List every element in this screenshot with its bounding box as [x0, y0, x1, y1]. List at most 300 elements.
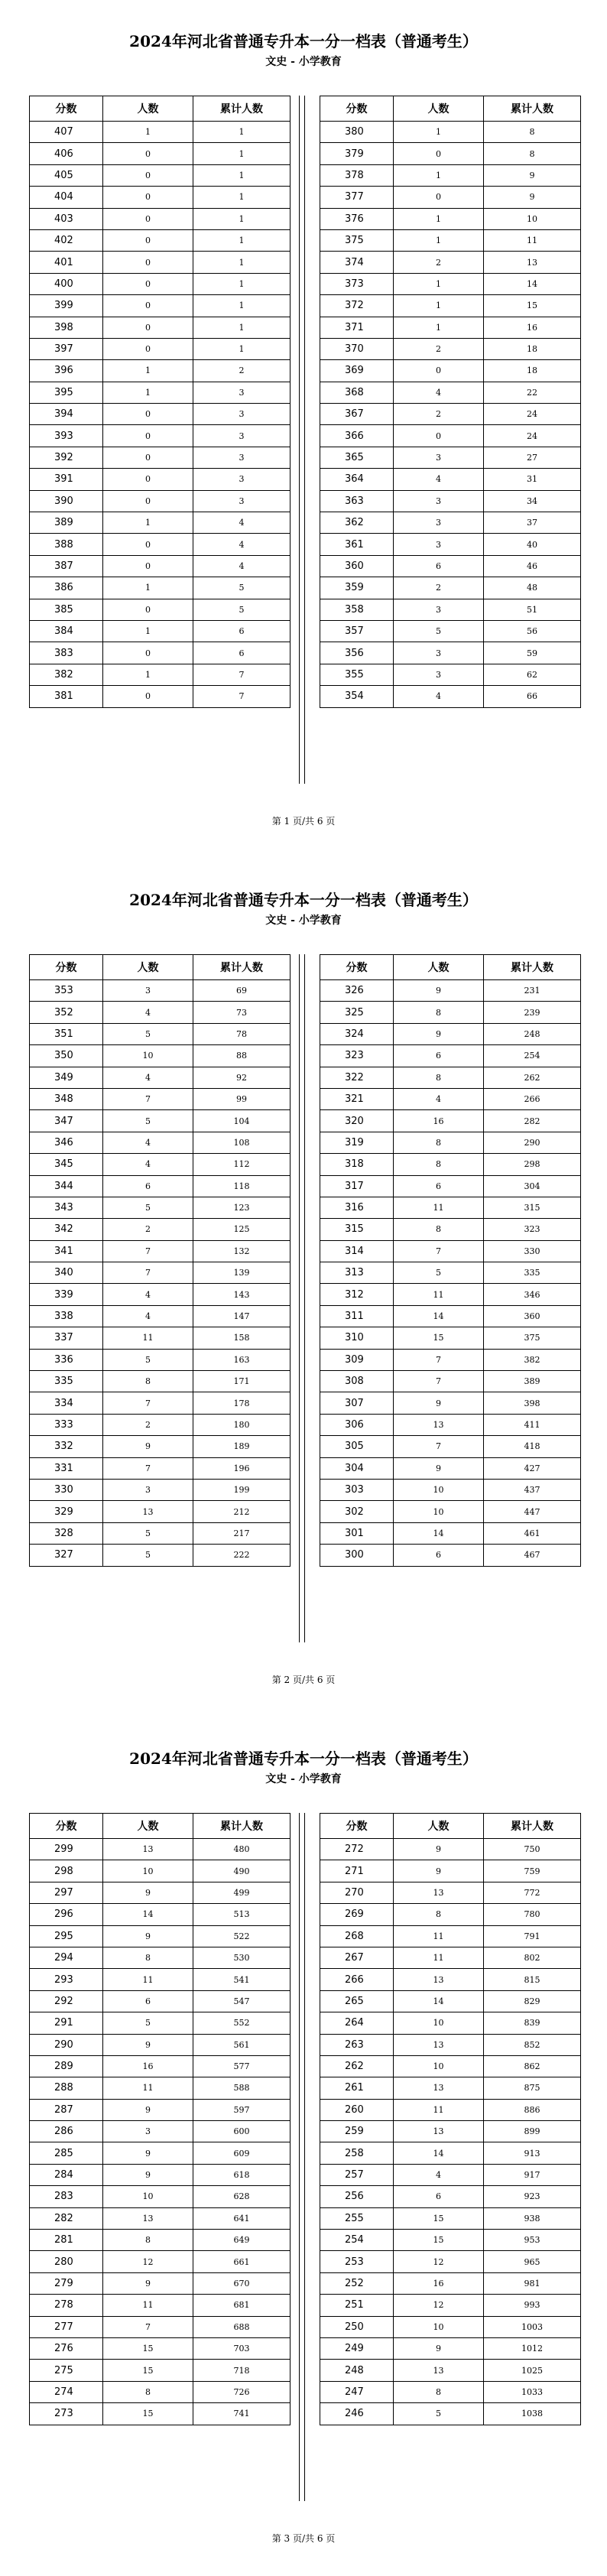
table-row — [30, 686, 291, 707]
cell-count: 1 — [103, 382, 193, 403]
table-row — [320, 122, 581, 143]
cell-count: 0 — [103, 252, 193, 273]
cell-count: 9 — [103, 2142, 193, 2164]
cell-cumulative: 917 — [484, 2164, 581, 2185]
table-row — [30, 1969, 291, 1990]
page-1 — [0, 0, 607, 859]
table-row — [30, 2316, 291, 2337]
cell-score: 302 — [320, 1501, 394, 1522]
cell-cumulative: 490 — [193, 1860, 291, 1882]
cell-cumulative: 335 — [484, 1262, 581, 1284]
cell-count: 6 — [103, 1175, 193, 1197]
cell-score: 283 — [30, 2186, 103, 2207]
cell-count: 13 — [103, 1839, 193, 1860]
table-row — [320, 2012, 581, 2034]
cell-cumulative: 123 — [193, 1197, 291, 1218]
cell-score: 341 — [30, 1240, 103, 1262]
cell-count: 3 — [394, 490, 484, 512]
table-row — [30, 512, 291, 534]
cell-count: 1 — [103, 360, 193, 382]
cell-cumulative: 382 — [484, 1349, 581, 1370]
cell-score: 301 — [320, 1522, 394, 1544]
cell-score: 407 — [30, 122, 103, 143]
cell-score: 387 — [30, 555, 103, 577]
header-score: 分数 — [30, 955, 103, 980]
cell-count: 4 — [103, 1305, 193, 1327]
cell-score: 282 — [30, 2207, 103, 2229]
cell-cumulative: 1 — [193, 229, 291, 251]
cell-score: 344 — [30, 1175, 103, 1197]
cell-count: 10 — [103, 1860, 193, 1882]
cell-count: 7 — [103, 1262, 193, 1284]
cell-cumulative: 993 — [484, 2295, 581, 2316]
cell-cumulative: 360 — [484, 1305, 581, 1327]
cell-score: 378 — [320, 164, 394, 186]
table-row — [30, 1262, 291, 1284]
cell-score: 285 — [30, 2142, 103, 2164]
cell-count: 6 — [394, 555, 484, 577]
cell-score: 292 — [30, 1990, 103, 2012]
cell-score: 346 — [30, 1132, 103, 1153]
cell-score: 333 — [30, 1414, 103, 1435]
cell-count: 7 — [103, 2316, 193, 2337]
cell-score: 391 — [30, 469, 103, 490]
header-score: 分数 — [30, 1814, 103, 1839]
table-row — [30, 1327, 291, 1349]
table-row — [30, 2381, 291, 2402]
cell-cumulative: 588 — [193, 2077, 291, 2099]
cell-cumulative: 189 — [193, 1436, 291, 1457]
cell-score: 312 — [320, 1284, 394, 1305]
cell-score: 321 — [320, 1088, 394, 1109]
cell-score: 366 — [320, 425, 394, 447]
cell-cumulative: 953 — [484, 2230, 581, 2251]
score-table-right — [320, 954, 581, 1567]
cell-score: 403 — [30, 208, 103, 229]
cell-cumulative: 282 — [484, 1110, 581, 1132]
table-row — [320, 1002, 581, 1023]
table-row — [30, 1002, 291, 1023]
cell-score: 381 — [30, 686, 103, 707]
cell-score: 368 — [320, 382, 394, 403]
table-row — [320, 980, 581, 1002]
table-row — [30, 555, 291, 577]
cell-count: 5 — [103, 2012, 193, 2034]
table-row — [320, 2230, 581, 2251]
cell-cumulative: 1 — [193, 208, 291, 229]
cell-score: 286 — [30, 2121, 103, 2142]
table-row — [320, 295, 581, 317]
table-row — [30, 2295, 291, 2316]
table-row — [30, 1436, 291, 1457]
cell-cumulative: 389 — [484, 1371, 581, 1392]
cell-score: 281 — [30, 2230, 103, 2251]
table-row — [30, 1175, 291, 1197]
table-row — [30, 360, 291, 382]
cell-score: 313 — [320, 1262, 394, 1284]
table-row — [320, 1545, 581, 1566]
cell-cumulative: 530 — [193, 1947, 291, 1968]
cell-score: 355 — [320, 664, 394, 685]
header-count: 人数 — [394, 1814, 484, 1839]
table-row — [30, 1501, 291, 1522]
cell-cumulative: 913 — [484, 2142, 581, 2164]
table-row — [30, 620, 291, 642]
header-row — [30, 96, 291, 122]
cell-cumulative: 815 — [484, 1969, 581, 1990]
cell-count: 7 — [103, 1457, 193, 1479]
table-row — [30, 1545, 291, 1566]
cell-score: 295 — [30, 1925, 103, 1947]
cell-score: 307 — [320, 1392, 394, 1414]
cell-count: 10 — [394, 1479, 484, 1500]
cell-score: 266 — [320, 1969, 394, 1990]
cell-count: 12 — [394, 2295, 484, 2316]
cell-count: 3 — [394, 664, 484, 685]
cell-score: 306 — [320, 1414, 394, 1435]
cell-score: 290 — [30, 2034, 103, 2055]
cell-cumulative: 66 — [484, 686, 581, 707]
cell-count: 0 — [103, 208, 193, 229]
cell-count: 6 — [103, 1990, 193, 2012]
table-row — [30, 143, 291, 164]
table-row — [320, 2207, 581, 2229]
cell-count: 0 — [103, 469, 193, 490]
table-row — [320, 447, 581, 468]
cell-count: 9 — [103, 1436, 193, 1457]
cell-count: 4 — [394, 382, 484, 403]
cell-cumulative: 248 — [484, 1023, 581, 1044]
table-row — [30, 447, 291, 468]
cell-cumulative: 1003 — [484, 2316, 581, 2337]
table-row — [320, 2251, 581, 2272]
cell-count: 5 — [103, 1349, 193, 1370]
page-title: 2024年河北省普通专升本一分一档表（普通考生） — [129, 891, 478, 909]
cell-score: 351 — [30, 1023, 103, 1044]
cell-count: 11 — [394, 1947, 484, 1968]
cell-score: 317 — [320, 1175, 394, 1197]
cell-cumulative: 78 — [193, 1023, 291, 1044]
cell-cumulative: 938 — [484, 2207, 581, 2229]
cell-count: 7 — [103, 1088, 193, 1109]
cell-count: 14 — [394, 2142, 484, 2164]
cell-cumulative: 1 — [193, 273, 291, 294]
cell-count: 1 — [103, 620, 193, 642]
cell-cumulative: 69 — [193, 980, 291, 1002]
cell-score: 339 — [30, 1284, 103, 1305]
cell-score: 328 — [30, 1522, 103, 1544]
header-count: 人数 — [103, 955, 193, 980]
cell-cumulative: 34 — [484, 490, 581, 512]
cell-cumulative: 852 — [484, 2034, 581, 2055]
cell-cumulative: 14 — [484, 273, 581, 294]
cell-score: 272 — [320, 1839, 394, 1860]
cell-cumulative: 703 — [193, 2337, 291, 2359]
table-row — [30, 1457, 291, 1479]
table-row — [320, 2337, 581, 2359]
cell-score: 380 — [320, 122, 394, 143]
cell-count: 5 — [103, 1197, 193, 1218]
table-row — [30, 1197, 291, 1218]
cell-cumulative: 40 — [484, 534, 581, 555]
cell-score: 271 — [320, 1860, 394, 1882]
table-row — [320, 2186, 581, 2207]
cell-cumulative: 561 — [193, 2034, 291, 2055]
cell-score: 253 — [320, 2251, 394, 2272]
table-row — [320, 2121, 581, 2142]
cell-cumulative: 4 — [193, 512, 291, 534]
cell-count: 8 — [103, 1371, 193, 1392]
cell-cumulative: 375 — [484, 1327, 581, 1349]
cell-cumulative: 59 — [484, 642, 581, 664]
cell-score: 309 — [320, 1349, 394, 1370]
cell-count: 0 — [103, 555, 193, 577]
cell-cumulative: 759 — [484, 1860, 581, 1882]
cell-cumulative: 8 — [484, 122, 581, 143]
cell-score: 250 — [320, 2316, 394, 2337]
cell-score: 365 — [320, 447, 394, 468]
cell-score: 338 — [30, 1305, 103, 1327]
cell-count: 8 — [394, 1154, 484, 1175]
table-row — [30, 2099, 291, 2120]
cell-count: 1 — [394, 273, 484, 294]
cell-cumulative: 4 — [193, 534, 291, 555]
header-cumulative: 累计人数 — [484, 96, 581, 122]
cell-count: 8 — [394, 1067, 484, 1088]
table-row — [320, 2099, 581, 2120]
cell-score: 252 — [320, 2272, 394, 2294]
table-row — [320, 2381, 581, 2402]
cell-count: 2 — [394, 338, 484, 359]
cell-count: 1 — [394, 317, 484, 338]
cell-cumulative: 875 — [484, 2077, 581, 2099]
cell-count: 3 — [103, 2121, 193, 2142]
cell-count: 8 — [103, 2381, 193, 2402]
table-row — [30, 2337, 291, 2359]
table-row — [320, 1904, 581, 1925]
cell-cumulative: 37 — [484, 512, 581, 534]
table-row — [320, 2034, 581, 2055]
table-row — [30, 1839, 291, 1860]
cell-score: 284 — [30, 2164, 103, 2185]
table-header — [30, 1814, 291, 1839]
cell-score: 287 — [30, 2099, 103, 2120]
cell-score: 363 — [320, 490, 394, 512]
table-row — [320, 1132, 581, 1153]
cell-score: 369 — [320, 360, 394, 382]
cell-count: 4 — [394, 2164, 484, 2185]
cell-count: 0 — [103, 229, 193, 251]
cell-cumulative: 88 — [193, 1045, 291, 1067]
table-row — [320, 664, 581, 685]
cell-count: 2 — [103, 1219, 193, 1240]
cell-count: 0 — [103, 534, 193, 555]
cell-count: 13 — [103, 1501, 193, 1522]
cell-count: 8 — [394, 1132, 484, 1153]
cell-score: 335 — [30, 1371, 103, 1392]
cell-cumulative: 217 — [193, 1522, 291, 1544]
cell-cumulative: 304 — [484, 1175, 581, 1197]
page-subtitle: 文史 - 小学教育 — [265, 1773, 342, 1785]
table-row — [30, 599, 291, 620]
cell-count: 13 — [103, 2207, 193, 2229]
header-cumulative: 累计人数 — [193, 96, 291, 122]
cell-cumulative: 628 — [193, 2186, 291, 2207]
cell-cumulative: 171 — [193, 1371, 291, 1392]
cell-count: 15 — [103, 2403, 193, 2425]
cell-cumulative: 681 — [193, 2295, 291, 2316]
cell-cumulative: 1 — [193, 252, 291, 273]
table-row — [320, 1110, 581, 1132]
cell-score: 255 — [320, 2207, 394, 2229]
cell-score: 398 — [30, 317, 103, 338]
cell-count: 10 — [394, 2012, 484, 2034]
table-row — [320, 425, 581, 447]
cell-count: 8 — [394, 1904, 484, 1925]
cell-count: 1 — [394, 295, 484, 317]
table-row — [320, 534, 581, 555]
cell-count: 10 — [394, 2316, 484, 2337]
table-row — [30, 1349, 291, 1370]
cell-cumulative: 266 — [484, 1088, 581, 1109]
cell-score: 261 — [320, 2077, 394, 2099]
cell-score: 374 — [320, 252, 394, 273]
cell-score: 393 — [30, 425, 103, 447]
table-row — [30, 1284, 291, 1305]
cell-cumulative: 5 — [193, 599, 291, 620]
table-row — [320, 1349, 581, 1370]
cell-score: 396 — [30, 360, 103, 382]
cell-count: 16 — [103, 2055, 193, 2077]
table-row — [320, 1305, 581, 1327]
header-score: 分数 — [320, 955, 394, 980]
cell-score: 304 — [320, 1457, 394, 1479]
table-header — [30, 96, 291, 122]
cell-score: 392 — [30, 447, 103, 468]
cell-score: 265 — [320, 1990, 394, 2012]
cell-cumulative: 886 — [484, 2099, 581, 2120]
cell-score: 353 — [30, 980, 103, 1002]
cell-cumulative: 791 — [484, 1925, 581, 1947]
cell-score: 397 — [30, 338, 103, 359]
cell-score: 359 — [320, 577, 394, 599]
cell-score: 399 — [30, 295, 103, 317]
table-row — [30, 490, 291, 512]
cell-cumulative: 3 — [193, 447, 291, 468]
page-subtitle: 文史 - 小学教育 — [265, 914, 342, 927]
cell-count: 0 — [103, 686, 193, 707]
header-count: 人数 — [394, 955, 484, 980]
table-row — [30, 2251, 291, 2272]
cell-score: 348 — [30, 1088, 103, 1109]
cell-count: 0 — [103, 164, 193, 186]
header-cumulative: 累计人数 — [484, 1814, 581, 1839]
cell-score: 377 — [320, 187, 394, 208]
table-row — [320, 143, 581, 164]
table-row — [30, 2360, 291, 2381]
cell-score: 254 — [320, 2230, 394, 2251]
cell-cumulative: 772 — [484, 1882, 581, 1903]
table-row — [320, 1284, 581, 1305]
cell-cumulative: 547 — [193, 1990, 291, 2012]
cell-score: 324 — [320, 1023, 394, 1044]
cell-cumulative: 9 — [484, 164, 581, 186]
cell-cumulative: 780 — [484, 1904, 581, 1925]
table-row — [30, 425, 291, 447]
cell-cumulative: 62 — [484, 664, 581, 685]
cell-count: 3 — [103, 1479, 193, 1500]
cell-cumulative: 461 — [484, 1522, 581, 1544]
header-row — [30, 1814, 291, 1839]
cell-score: 314 — [320, 1240, 394, 1262]
cell-score: 318 — [320, 1154, 394, 1175]
cell-cumulative: 437 — [484, 1479, 581, 1500]
cell-cumulative: 24 — [484, 425, 581, 447]
cell-count: 13 — [394, 1882, 484, 1903]
table-row — [30, 1045, 291, 1067]
table-row — [30, 317, 291, 338]
cell-count: 15 — [394, 2207, 484, 2229]
cell-count: 4 — [394, 1088, 484, 1109]
cell-count: 10 — [103, 1045, 193, 1067]
table-row — [30, 1132, 291, 1153]
cell-count: 13 — [394, 2360, 484, 2381]
table-row — [30, 2034, 291, 2055]
cell-score: 248 — [320, 2360, 394, 2381]
cell-cumulative: 641 — [193, 2207, 291, 2229]
cell-cumulative: 981 — [484, 2272, 581, 2294]
cell-cumulative: 323 — [484, 1219, 581, 1240]
cell-cumulative: 10 — [484, 208, 581, 229]
cell-cumulative: 427 — [484, 1457, 581, 1479]
table-body — [320, 980, 581, 1567]
table-row — [320, 2295, 581, 2316]
cell-score: 267 — [320, 1947, 394, 1968]
cell-score: 385 — [30, 599, 103, 620]
cell-score: 394 — [30, 404, 103, 425]
cell-cumulative: 829 — [484, 1990, 581, 2012]
table-row — [320, 1947, 581, 1968]
table-row — [30, 534, 291, 555]
table-row — [30, 229, 291, 251]
cell-score: 384 — [30, 620, 103, 642]
cell-cumulative: 661 — [193, 2251, 291, 2272]
table-row — [320, 686, 581, 707]
cell-count: 0 — [103, 404, 193, 425]
cell-count: 9 — [103, 2034, 193, 2055]
table-row — [30, 1479, 291, 1500]
cell-score: 327 — [30, 1545, 103, 1566]
cell-count: 2 — [103, 1414, 193, 1435]
cell-count: 5 — [394, 1262, 484, 1284]
table-row — [30, 1110, 291, 1132]
table-row — [320, 164, 581, 186]
header-cumulative: 累计人数 — [193, 1814, 291, 1839]
page-title: 2024年河北省普通专升本一分一档表（普通考生） — [129, 1749, 478, 1768]
cell-score: 362 — [320, 512, 394, 534]
cell-score: 274 — [30, 2381, 103, 2402]
cell-score: 247 — [320, 2381, 394, 2402]
cell-count: 12 — [394, 2251, 484, 2272]
table-row — [30, 1088, 291, 1109]
score-table-left — [29, 1813, 291, 2425]
cell-count: 7 — [394, 1371, 484, 1392]
cell-cumulative: 7 — [193, 664, 291, 685]
cell-count: 0 — [103, 447, 193, 468]
table-body — [30, 1839, 291, 2425]
cell-count: 9 — [394, 1860, 484, 1882]
table-row — [320, 1882, 581, 1903]
